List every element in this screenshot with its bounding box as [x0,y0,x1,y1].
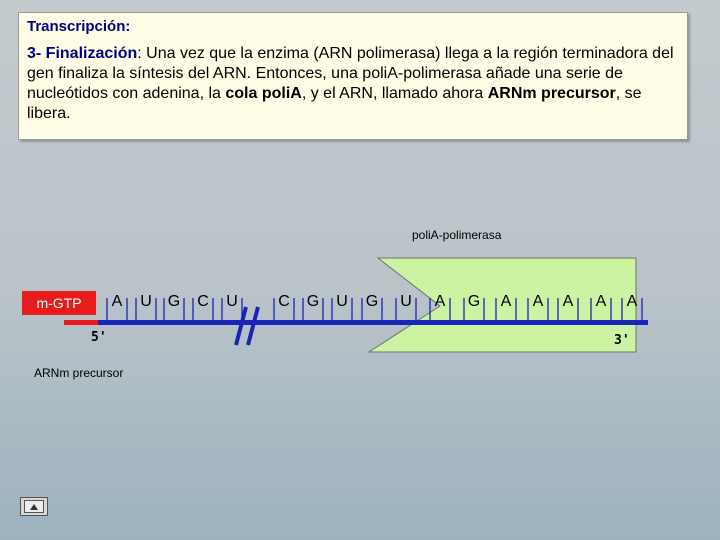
cap-bar [64,320,100,325]
five-prime-label: 5' [91,330,107,345]
three-prime-label: 3' [614,333,630,348]
nucleotide-3: G [167,293,181,310]
nucleotide-13: A [500,293,512,310]
text-part-2: , y el ARN, llamado ahora [301,85,488,102]
nucleotide-4: C [197,293,209,310]
nucleotide-7: G [306,293,320,310]
box-title: Transcripción: [27,18,131,35]
cap-label: m-GTP [22,291,96,315]
nucleotide-10: U [400,293,412,310]
nucleotide-9: G [365,293,379,310]
mrna-strand [98,320,648,325]
nucleotide-15: A [562,293,574,310]
text-part-3: , se libera. [27,85,642,122]
enzyme-label: poliA-polimerasa [412,228,502,242]
nucleotide-6: C [278,293,290,310]
nucleotide-16: A [595,293,607,310]
strand-break-line-2 [248,307,258,345]
back-button-face [24,500,44,513]
nucleotide-12: G [467,293,481,310]
up-triangle-icon [30,504,38,510]
back-button[interactable] [20,497,48,516]
nucleotide-2: U [140,293,152,310]
text-part-1b: A‐polimerasa añade una serie de nucleótidos con adenina, la [27,65,623,102]
strand-break-line-1 [236,307,246,345]
nucleotide-11: A [434,293,446,310]
bold-cola-polia: cola poliA [225,85,302,102]
bold-arnm-precursor: ARNm precursor [487,85,616,102]
nucleotide-17: A [626,293,638,310]
text-part-1: : Una vez que la enzima (ARN polimerasa) llega a la región terminadora del gen finaliza la síntesis del ARN. Entonces, una poli [27,45,674,82]
nucleotide-5: U [226,293,238,310]
nucleotide-14: A [532,293,544,310]
step-heading: 3- Finalización [27,45,138,62]
nucleotide-8: U [336,293,348,310]
mrna-precursor-label: ARNm precursor [34,366,124,380]
nucleotide-1: A [111,293,123,310]
